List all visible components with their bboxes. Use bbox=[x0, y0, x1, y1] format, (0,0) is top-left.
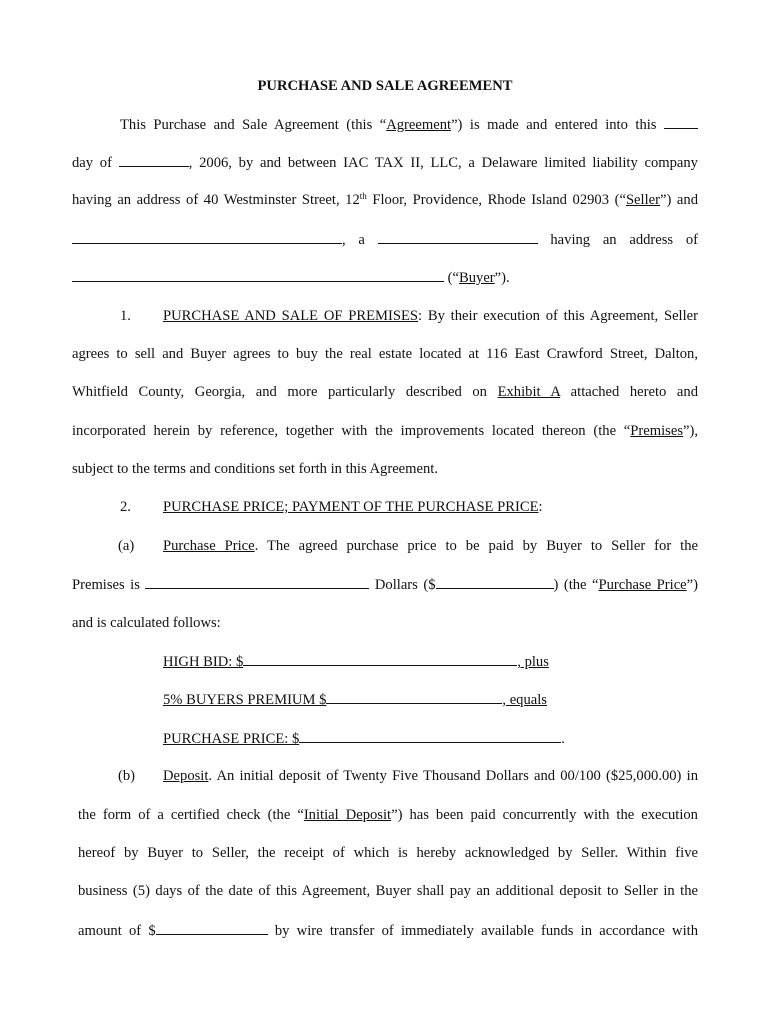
intro-line-2: day of , 2006, by and between IAC TAX II, LLC, a Delaware limited liability company bbox=[72, 155, 698, 171]
section2b-label: (b) bbox=[118, 768, 136, 784]
document-title: PURCHASE AND SALE AGREEMENT bbox=[257, 78, 513, 94]
section1-line-4: incorporated herein by reference, together with the improvements located thereon (the “Premises”), bbox=[72, 423, 698, 439]
blank-buyers-premium[interactable] bbox=[326, 690, 502, 704]
section2-heading: PURCHASE PRICE; PAYMENT OF THE PURCHASE PRICE bbox=[163, 499, 539, 515]
section2b-line-4: business (5) days of the date of this Agreement, Buyer shall pay an additional deposit to Seller in the bbox=[78, 883, 698, 899]
section2b-heading: Deposit bbox=[163, 768, 209, 784]
defined-term-seller: Seller bbox=[625, 192, 660, 208]
section2a-label: (a) bbox=[118, 538, 135, 554]
defined-term-initial-deposit: Initial Deposit bbox=[303, 807, 392, 823]
defined-term-purchase-price: Purchase Price bbox=[598, 577, 687, 593]
calc-purchase-price: PURCHASE PRICE: $ . bbox=[163, 731, 565, 747]
blank-additional-deposit[interactable] bbox=[156, 921, 268, 935]
section2-heading-line: 2. PURCHASE PRICE; PAYMENT OF THE PURCHASE PRICE: bbox=[120, 499, 543, 515]
section2b-line-3: hereof by Buyer to Seller, the receipt of which is hereby acknowledged by Seller. Within five bbox=[78, 845, 698, 861]
section2a-line-3: and is calculated follows: bbox=[72, 615, 221, 631]
section1-number: 1. bbox=[120, 308, 131, 324]
calc-buyers-premium: 5% BUYERS PREMIUM $ , equals bbox=[163, 692, 547, 708]
section2a-line-2: Premises is Dollars ($ ) (the “Purchase Price”) bbox=[72, 577, 698, 593]
blank-price-words[interactable] bbox=[145, 575, 369, 589]
blank-buyer-address[interactable] bbox=[72, 268, 444, 282]
defined-term-buyer: Buyer bbox=[459, 270, 495, 286]
section2-number: 2. bbox=[120, 499, 131, 515]
section1-line-1: 1. PURCHASE AND SALE OF PREMISES: By their execution of this Agreement, Seller bbox=[120, 308, 698, 324]
section2b-line-2: the form of a certified check (the “Initial Deposit”) has been paid concurrently with the execution bbox=[78, 807, 698, 823]
defined-term-premises: Premises bbox=[630, 423, 683, 439]
blank-day[interactable] bbox=[664, 115, 698, 129]
blank-purchase-price[interactable] bbox=[299, 729, 561, 743]
section1-heading: PURCHASE AND SALE OF PREMISES bbox=[163, 308, 419, 324]
intro-line-1: This Purchase and Sale Agreement (this “Agreement”) is made and entered into this bbox=[72, 115, 698, 134]
calc-high-bid: HIGH BID: $ , plus bbox=[163, 654, 549, 670]
blank-price-amount[interactable] bbox=[436, 575, 554, 589]
section1-line-5: subject to the terms and conditions set forth in this Agreement. bbox=[72, 461, 438, 477]
section1-line-2: agrees to sell and Buyer agrees to buy the real estate located at 116 East Crawford Street, Dalton, bbox=[72, 346, 698, 362]
section2b-line-5: amount of $ by wire transfer of immediately available funds in accordance with bbox=[78, 923, 698, 939]
section2a-heading: Purchase Price bbox=[163, 538, 255, 554]
intro-line-5: (“Buyer”). bbox=[72, 268, 698, 287]
section2b-line-1: (b) Deposit. An initial deposit of Twenty Five Thousand Dollars and 00/100 ($25,000.00) in bbox=[118, 768, 698, 784]
blank-buyer-name[interactable] bbox=[72, 230, 342, 244]
blank-buyer-entity[interactable] bbox=[378, 230, 538, 244]
exhibit-a-reference: Exhibit A bbox=[497, 384, 561, 400]
section2a-line-1: (a) Purchase Price. The agreed purchase price to be paid by Buyer to Seller for the bbox=[118, 538, 698, 554]
defined-term-agreement: Agreement bbox=[386, 117, 452, 133]
intro-line-3: having an address of 40 Westminster Street, 12th Floor, Providence, Rhode Island 02903 (“Seller”) and bbox=[72, 191, 698, 208]
blank-month[interactable] bbox=[119, 153, 189, 167]
intro-line-4: , a having an address of bbox=[72, 230, 698, 249]
section1-line-3: Whitfield County, Georgia, and more particularly described on Exhibit A attached hereto and bbox=[72, 384, 699, 400]
blank-high-bid[interactable] bbox=[243, 652, 517, 666]
